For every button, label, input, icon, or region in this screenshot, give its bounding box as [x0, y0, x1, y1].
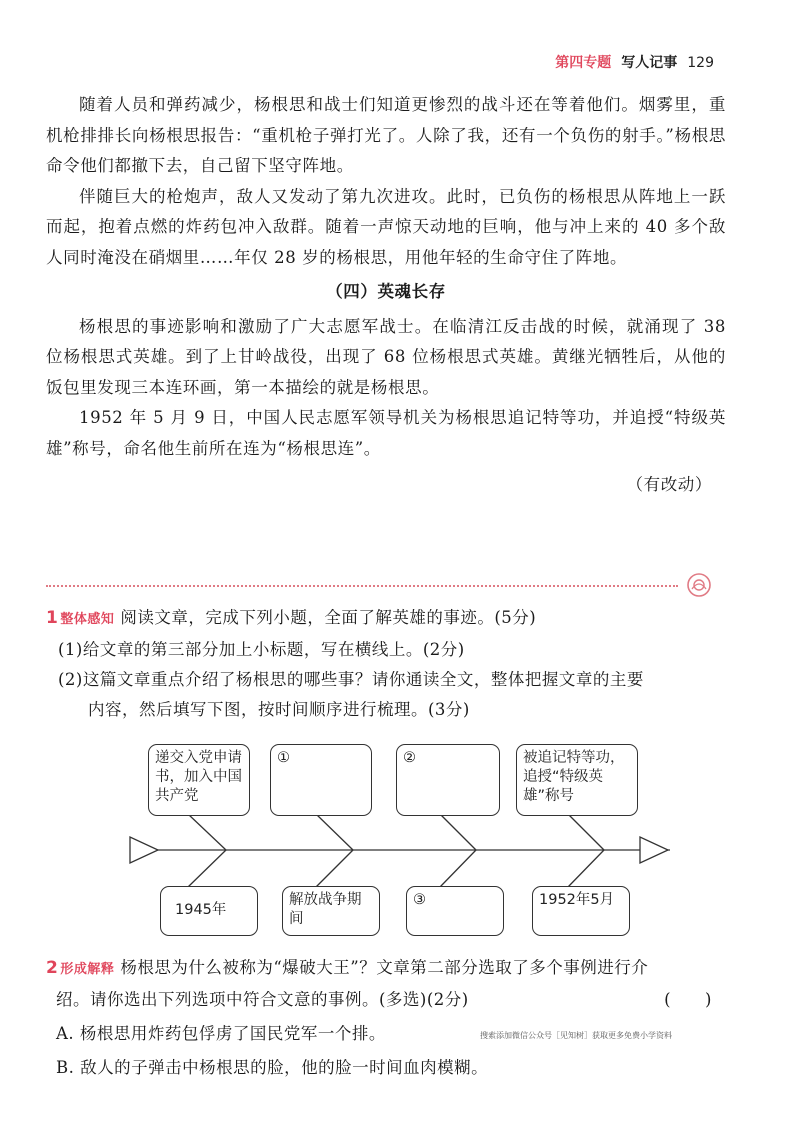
timeline-event-box-2[interactable]: ① [270, 744, 372, 816]
chapter-title: 写人记事 [621, 55, 678, 71]
question-1-sub-1: (1)给文章的第三部分加上小标题，写在横线上。(2分) [58, 640, 465, 659]
article-body [46, 90, 726, 501]
question-1 [46, 603, 726, 725]
question-2 [46, 953, 726, 1083]
timeline-event-box-4: 被追记特等功，追授“特级英雄”称号 [516, 744, 638, 816]
watermark-note: 搜索添加微信公众号［见知树］获取更多免费小学资料 [480, 1031, 672, 1040]
top-bone-4 [568, 814, 604, 850]
top-bone-3 [440, 814, 476, 850]
paragraph-4: 1952 年 5 月 9 日，中国人民志愿军领导机关为杨根思追记特等功，并追授“特级英雄”称号，命名他生前所在连为“杨根思连”。 [46, 408, 726, 458]
paragraph-2: 伴随巨大的枪炮声，敌人又发动了第九次进攻。此时，已负伤的杨根思从阵地上一跃而起，抱着点燃的炸药包冲入敌群。随着一声惊天动地的巨响，他与冲上来的 40 多个敌人同时淹没在硝烟里……年仅 28 岁的杨根思，用他年轻的生命守住了阵地。 [46, 186, 726, 267]
timeline-date-box-1: 1945年 [160, 886, 258, 936]
timeline-date-box-3[interactable]: ③ [406, 886, 504, 936]
source-note: （有改动） [626, 475, 712, 494]
question-1-sub-2-line-2: 内容，然后填写下图，按时间顺序进行梳理。(3分) [88, 700, 470, 719]
question-1-number: 1 [46, 608, 59, 628]
top-bone-2 [316, 814, 353, 850]
question-1-text: 阅读文章，完成下列小题，全面了解英雄的事迹。(5分) [120, 608, 537, 627]
question-1-tag: 整体感知 [60, 612, 115, 627]
timeline-fishbone-diagram [120, 740, 700, 940]
timeline-event-box-3[interactable]: ② [396, 744, 500, 816]
page-number: 129 [687, 55, 714, 71]
spine-tail-arrow [130, 837, 158, 863]
question-2-line-2: 绍。请你选出下列选项中符合文意的事例。(多选)(2分) [56, 990, 469, 1009]
topic-label: 第四专题 [555, 55, 612, 71]
timeline-date-box-2: 解放战争期间 [282, 886, 380, 936]
paragraph-3: 杨根思的事迹影响和激励了广大志愿军战士。在临清江反击战的时候，就涌现了 38 位杨根思式英雄。到了上甘岭战役，出现了 68 位杨根思式英雄。黄继光牺牲后，从他的饭包里发现三本连环画，第一本描绘的就是杨根思。 [46, 316, 726, 397]
bottom-bone-1 [188, 850, 226, 887]
timeline-event-box-1: 递交入党申请书，加入中国共产党 [148, 744, 250, 816]
question-2-tag: 形成解释 [60, 962, 115, 977]
bottom-bone-2 [316, 850, 353, 887]
paragraph-1: 随着人员和弹药减少，杨根思和战士们知道更惨烈的战斗还在等着他们。烟雾里，重机枪排排长向杨根思报告：“重机枪子弹打光了。人除了我，还有一个负伤的射手。”杨根思命令他们都撤下去，自己留下坚守阵地。 [46, 95, 726, 175]
timeline-date-box-4: 1952年5月 [532, 886, 630, 936]
page-header [555, 52, 714, 72]
top-bone-1 [188, 814, 226, 850]
question-2-number: 2 [46, 958, 59, 978]
question-1-sub-2-line-1: (2)这篇文章重点介绍了杨根思的哪些事？请你通读全文，整体把握文章的主要 [58, 670, 644, 689]
spine-head-arrow [640, 837, 668, 863]
answer-blank[interactable]: ( ) [664, 990, 712, 1009]
section-divider [46, 585, 678, 587]
question-2-line-1: 杨根思为什么被称为“爆破大王”？文章第二部分选取了多个事例进行介 [120, 958, 649, 977]
bottom-bone-4 [568, 850, 604, 887]
option-a[interactable]: A. 杨根思用炸药包俘虏了国民党军一个排。 [56, 1024, 386, 1043]
option-b[interactable]: B. 敌人的子弹击中杨根思的脸，他的脸一时间血肉模糊。 [56, 1058, 489, 1077]
bottom-bone-3 [440, 850, 476, 887]
flower-ornament-icon [686, 572, 712, 598]
section-4-title: （四）英魂长存 [326, 282, 446, 301]
